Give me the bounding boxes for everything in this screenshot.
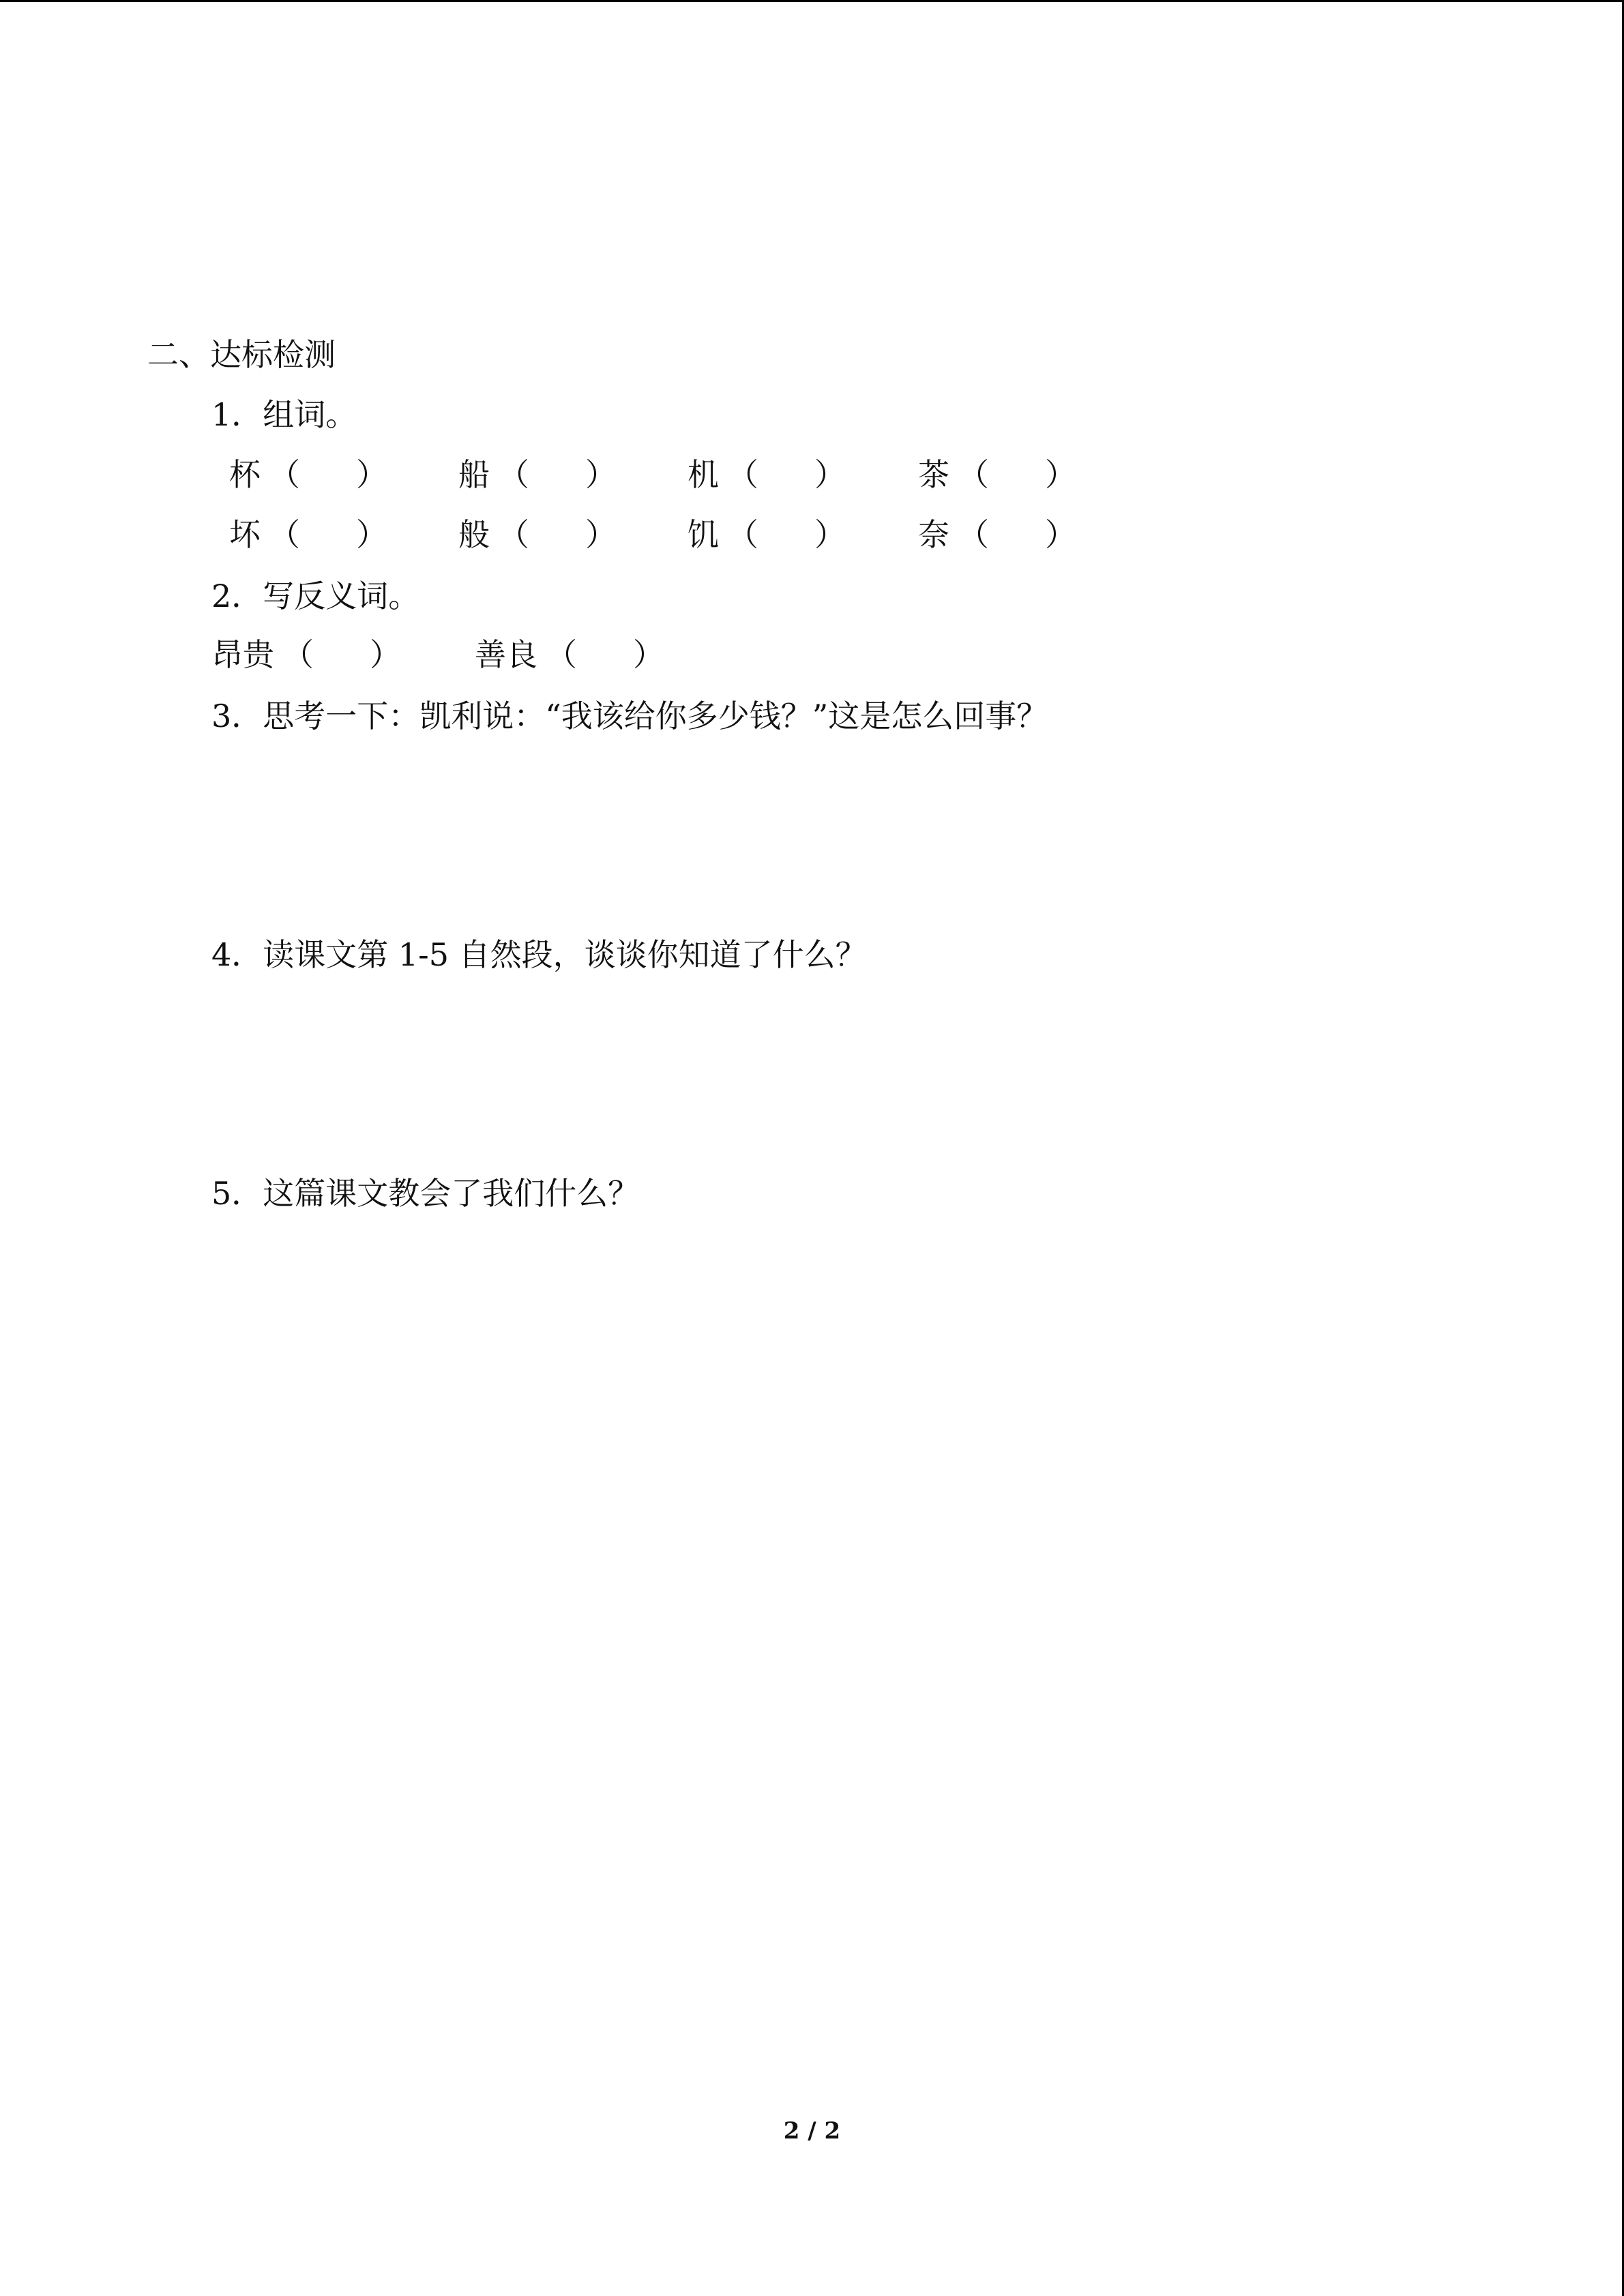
close-paren: ）	[1045, 516, 1076, 553]
close-paren: ）	[356, 516, 387, 553]
close-paren: ）	[585, 456, 617, 493]
open-paren: （	[498, 516, 529, 553]
close-paren: ）	[370, 636, 401, 673]
word-item	[458, 454, 617, 495]
word-char: 机	[688, 456, 719, 493]
word-item	[229, 514, 387, 555]
open-paren: （	[958, 516, 989, 553]
page-number: 2 / 2	[783, 2117, 841, 2145]
open-paren: （	[958, 456, 989, 493]
word-char: 般	[458, 516, 490, 553]
word-char: 坏	[229, 516, 261, 553]
open-paren: （	[269, 456, 300, 493]
open-paren: （	[727, 456, 758, 493]
open-paren: （	[727, 516, 758, 553]
page-border-top	[0, 0, 1624, 2]
open-paren: （	[498, 456, 529, 493]
antonym-item	[211, 634, 401, 675]
antonym-word: 昂贵	[211, 636, 274, 673]
open-paren: （	[282, 636, 314, 673]
word-item	[918, 454, 1076, 495]
word-char: 茶	[918, 456, 949, 493]
word-char: 杯	[229, 456, 261, 493]
close-paren: ）	[633, 636, 664, 673]
antonym-word: 善良	[475, 636, 537, 673]
word-char: 奈	[918, 516, 949, 553]
close-paren: ）	[585, 516, 617, 553]
antonym-item	[475, 634, 664, 675]
word-item	[229, 454, 387, 495]
word-char: 饥	[688, 516, 719, 553]
question-5-prompt: 5．这篇课文教会了我们什么？	[211, 1175, 640, 1212]
close-paren: ）	[814, 516, 846, 553]
word-item	[688, 454, 846, 495]
word-char: 船	[458, 456, 490, 493]
question-3-prompt: 3．思考一下：凯利说：“我该给你多少钱？”这是怎么回事？	[211, 698, 1048, 734]
word-item	[918, 514, 1076, 555]
question-2-prompt: 2．写反义词。	[211, 578, 420, 614]
open-paren: （	[546, 636, 577, 673]
close-paren: ）	[814, 456, 846, 493]
word-item	[688, 514, 846, 555]
section-heading: 二、达标检测	[147, 336, 336, 373]
word-item	[458, 514, 617, 555]
close-paren: ）	[1045, 456, 1076, 493]
close-paren: ）	[356, 456, 387, 493]
open-paren: （	[269, 516, 300, 553]
question-1-prompt: 1．组词。	[211, 396, 357, 433]
question-4-prompt: 4．读课文第 1-5 自然段，谈谈你知道了什么？	[211, 936, 867, 973]
